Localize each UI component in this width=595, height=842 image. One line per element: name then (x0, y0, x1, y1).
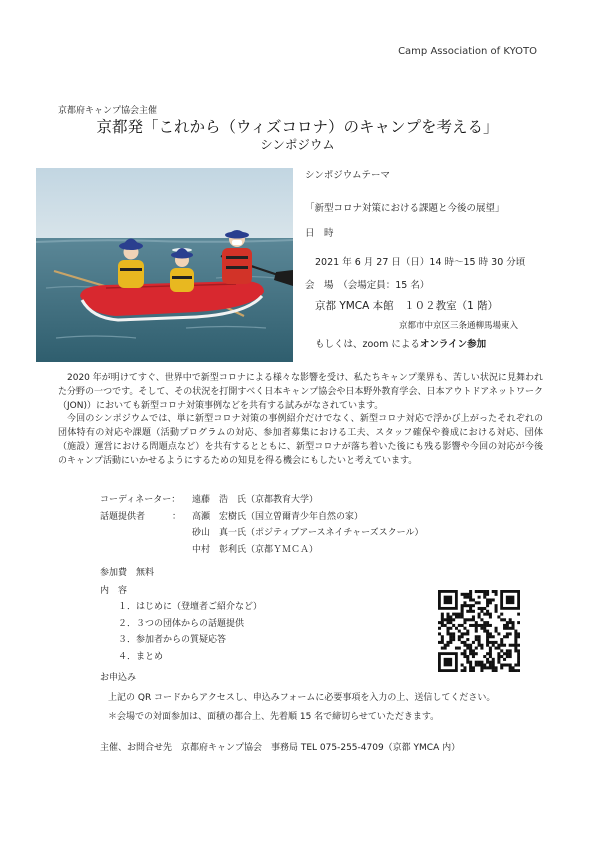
list-item: ２．３つの団体からの話題提供 (118, 618, 245, 629)
venue-address: 京都市中京区三条通柳馬場東入 (399, 321, 519, 331)
online-prefix: もしくは、zoom による (315, 339, 420, 350)
theme-label: シンポジウムテーマ (305, 170, 390, 181)
kayak-photo (36, 168, 293, 362)
coordinator-role: コーディネーター： (100, 495, 181, 505)
list-item: ３．参加者からの質疑応答 (118, 635, 227, 645)
page-subtitle: シンポジウム (260, 137, 335, 152)
speaker-name: 砂山 真一氏（ポジティブアースネイチャーズスクール） (192, 528, 424, 538)
speaker-row (100, 509, 423, 526)
fee: 参加費 無料 (100, 568, 155, 578)
apply-note: ＊会場での対面参加は、面積の都合上、先着順 15 名で締切らせていただきます。 (108, 712, 440, 722)
body-text (58, 372, 543, 469)
org-english-name: Camp Association of KYOTO (398, 46, 537, 57)
apply-heading: お申込み (100, 673, 137, 683)
theme: 「新型コロナ対策における課題と今後の展望」 (305, 203, 505, 214)
page-title: 京都発「これから（ウィズコロナ）のキャンプを考える」 (96, 118, 499, 136)
contents-heading: 内 容 (100, 586, 128, 596)
qr-code[interactable] (438, 590, 520, 672)
venue: 京都 YMCA 本館 １０２教室（1 階） (315, 300, 499, 312)
speaker-row (100, 525, 423, 542)
footer-contact: 主催、お問合せ先 京都府キャンプ協会 事務局 TEL 075-255-4709（京都 YMCA 内） (100, 743, 461, 753)
body-paragraph: 2020 年が明けてすぐ、世界中で新型コロナによる様々な影響を受け、私たちキャンプ業界も、苦しい状況に見舞われた分野の一つです。そして、その状況を打開すべく日本キャンプ協会や日本野外教育学会、日本アウトドアネットワーク（JON)）においても新型コロナ対策事例などを共有する試みがなされています。 (58, 373, 543, 411)
speakers-role: 話題提供者 ： (100, 511, 182, 522)
speaker-name: 高瀬 宏樹氏（国立曽爾青少年自然の家） (192, 511, 364, 522)
body-paragraph: 今回のシンポジウムでは、単に新型コロナ対策の事例紹介だけでなく、新型コロナ対応で浮かび上がったそれぞれの団体特有の対応や課題（活動プログラムの対応、参加者募集における工夫、スタッフ確保や養成における対応、団体（施設）運営における問題点など）を共有するとともに、新型コロナが落ち着いた後にも残る影響や今回の対応が今後のキャンプ活動にいかせるようにするための知見を得る機会にもしたいと考えています。 (58, 414, 543, 466)
date-label: 日 時 (305, 228, 334, 239)
date: 2021 年 6 月 27 日（日）14 時〜15 時 30 分頃 (315, 257, 526, 268)
people-list (100, 492, 423, 558)
apply-instructions: 上記の QR コードからアクセスし、申込みフォームに必要事項を入力の上、送信してください。 (108, 693, 496, 703)
online-emphasis: オンライン参加 (419, 339, 487, 350)
contents-list (118, 599, 262, 665)
speaker-row (100, 542, 423, 559)
coordinator-row (100, 492, 423, 509)
online-line (315, 339, 486, 351)
list-item: ４．まとめ (118, 651, 164, 662)
speaker-name: 中村 彰利氏（京都ＹＭＣＡ） (192, 544, 319, 555)
coordinator-name: 遠藤 浩 氏（京都教育大学） (192, 495, 319, 505)
sponsor-line: 京都府キャンプ協会主催 (58, 106, 158, 116)
venue-label: 会 場 （会場定員：15 名） (305, 280, 430, 291)
list-item: １．はじめに（登壇者ご紹介など） (118, 602, 263, 612)
